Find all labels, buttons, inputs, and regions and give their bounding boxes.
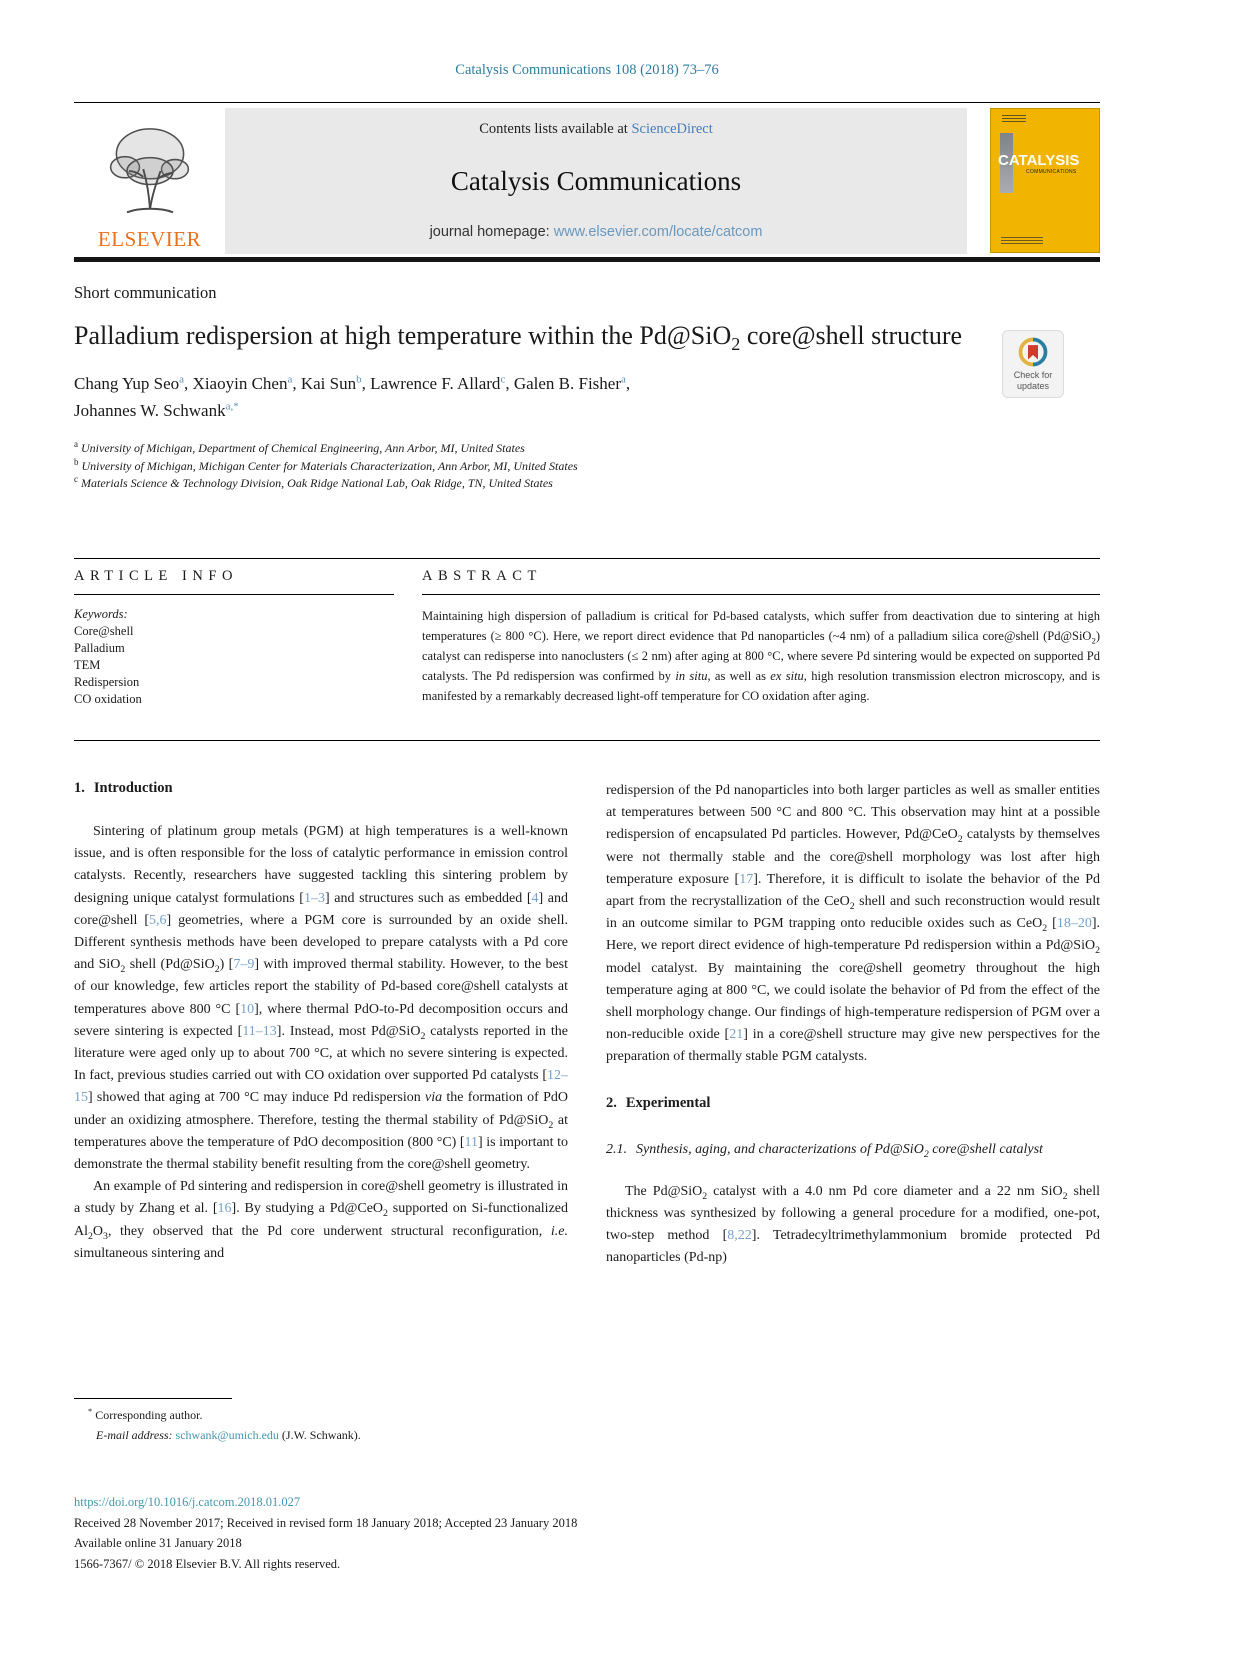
check-updates-icon: [1018, 337, 1048, 367]
keyword: CO oxidation: [74, 692, 142, 706]
citation-link[interactable]: 11–13: [242, 1023, 277, 1039]
citation-link[interactable]: 21: [729, 1027, 744, 1043]
intro-paragraph-1: Sintering of platinum group metals (PGM) at high temperatures is a well-known issue, and is often responsible for the loss of catalytic performance in emission control catalysts. Recently, researchers have suggested tackling this sintering problem by designing unique catalyst formulations [1–3] and structures such as embedded [4] and core@shell [5,6] geometries, where a PGM core is surrounded by an oxide shell. Different synthesis methods have been developed to prepare catalysts with a Pd core and SiO$_2$ shell (Pd@SiO$_2$) [7–9] with improved thermal stability. However, to the best of our knowledge, few articles report the stability of Pd-based core@shell catalysts at temperatures above 800 °C [10], where thermal PdO-to-Pd decomposition occurs and severe sintering is expected [11–13]. Instead, most Pd@SiO$_2$ catalysts reported in the literature were aged only up to about 700 °C, at which no severe sintering is expected. In fact, previous studies carried out with CO oxidation over supported Pd catalysts [12–15] showed that aging at 700 °C may induce Pd redispersion via the formation of PdO under an oxidizing atmosphere. Therefore, testing the thermal stability of Pd@SiO$_2$ at temperatures above the temperature of PdO decomposition (800 °C) [11] is important to demonstrate the thermal stability benefit resulting from the core@shell geometry.: [74, 824, 569, 1173]
section-heading-experimental: 2. Experimental: [606, 1094, 711, 1111]
author-affiliation-sup: c: [500, 373, 506, 386]
author: Johannes W. Schwank$^{a,*}$: [74, 400, 239, 420]
intro-paragraph-continuation: redispersion of the Pd nanoparticles into both larger particles as well as smaller entities at temperatures between 500 °C and 800 °C. This observation may hint at a possible redispersion of encapsulated Pd particles. However, Pd@CeO$_2$ catalysts by themselves were not thermally stable and the core@shell morphology was lost after high temperature exposure [17]. Therefore, it is difficult to isolate the behavior of the Pd apart from the recrystallization of the CeO$_2$ shell and such reconstruction would result in an outcome similar to PGM trapping onto reducible oxides such as CeO$_2$ [18–20]. Here, we report direct evidence of high-temperature Pd redispersion within a Pd@SiO$_2$ model catalyst. By maintaining the core@shell geometry throughout the high temperature aging at 800 °C, we could isolate the behavior of Pd from the effect of the shell morphology change. Our findings of high-temperature redispersion of PGM over a non-reducible oxide [21] in a core@shell structure may give new perspectives for the preparation of thermally stable PGM catalysts.: [606, 783, 1101, 1065]
citation-link[interactable]: 4: [531, 890, 539, 906]
footnote-block: [74, 1398, 568, 1445]
affiliation: $^a$ University of Michigan, Department of Chemical Engineering, Ann Arbor, MI, United States: [74, 439, 525, 455]
footer-block: [74, 1492, 1100, 1574]
footnote-rule: [74, 1398, 232, 1399]
email-suffix: (J.W. Schwank).: [278, 1428, 361, 1442]
journal-cover: [990, 108, 1100, 253]
contents-line: [479, 121, 713, 138]
citation-link[interactable]: 5,6: [149, 912, 167, 928]
article-info-column: [74, 568, 394, 740]
email-link[interactable]: schwank@umich.edu: [175, 1428, 279, 1442]
citation-link[interactable]: 7–9: [233, 957, 255, 973]
citation-link[interactable]: 11: [464, 1134, 479, 1150]
author: Xiaoyin Chen$^a$,: [192, 373, 301, 393]
elsevier-wordmark: ELSEVIER: [97, 227, 202, 251]
abstract-column: [422, 568, 1100, 740]
available-online: Available online 31 January 2018: [74, 1536, 242, 1550]
sciencedirect-link[interactable]: ScienceDirect: [631, 121, 713, 137]
abstract-heading: ABSTRACT: [422, 568, 1100, 595]
author-affiliation-sup: a: [621, 373, 626, 386]
article-head: [74, 283, 1100, 493]
contents-prefix: Contents lists available at: [479, 121, 632, 137]
check-for-updates-badge[interactable]: [1002, 330, 1064, 398]
left-column: [74, 780, 568, 1269]
doi-link[interactable]: https://doi.org/10.1016/j.catcom.2018.01.027: [74, 1495, 301, 1509]
author-affiliation-sup: a: [179, 373, 185, 386]
journal-header: [74, 102, 1100, 255]
check-updates-label-2: updates: [1016, 380, 1050, 391]
citation-link[interactable]: 10: [240, 1001, 255, 1017]
corresponding-author-note: * Corresponding author.: [88, 1407, 203, 1422]
affiliation: $^c$ Materials Science & Technology Division, Oak Ridge National Lab, Oak Ridge, TN, United States: [74, 474, 553, 490]
citation-link[interactable]: 12–15: [74, 1068, 568, 1106]
affiliation-list: [74, 440, 1100, 493]
article-info-abstract-block: [74, 558, 1100, 741]
email-label: E-mail address:: [96, 1428, 173, 1442]
author: Lawrence F. Allard$^c$,: [370, 373, 514, 393]
journal-title: Catalysis Communications: [450, 165, 742, 196]
cover-title: CATALYSIS: [998, 152, 1080, 169]
keyword: Palladium: [74, 641, 125, 655]
homepage-link[interactable]: www.elsevier.com/locate/catcom: [553, 224, 763, 240]
article-body: [74, 780, 1100, 1269]
copyright-line: 1566-7367/ © 2018 Elsevier B.V. All rights reserved.: [74, 1556, 341, 1571]
intro-paragraph-2: An example of Pd sintering and redispersion in core@shell geometry is illustrated in a study by Zhang et al. [16]. By studying a Pd@CeO$_2$ supported on Si-functionalized $Al_2O_3$, they observed that the Pd core underwent structural reconfiguration, i.e. simultaneous sintering and: [74, 1179, 568, 1261]
citation-link[interactable]: 17: [739, 871, 754, 887]
right-column: [606, 780, 1100, 1269]
article-title: Palladium redispersion at high temperature within the Pd@SiO$_2$ core@shell structure: [74, 321, 963, 355]
author-affiliation-sup: a,*: [225, 400, 239, 413]
cover-top-text-bars: [1002, 115, 1026, 124]
article-info-heading: ARTICLE INFO: [74, 568, 394, 595]
homepage-prefix: journal homepage:: [429, 224, 554, 240]
keyword: TEM: [74, 658, 101, 672]
thick-divider: [74, 257, 1100, 262]
author-list: [74, 370, 994, 424]
keyword: Redispersion: [74, 675, 140, 689]
elsevier-tree-icon: [102, 121, 198, 225]
citation-link[interactable]: 18–20: [1056, 916, 1092, 932]
email-line: [74, 1425, 568, 1445]
section-heading-introduction: 1. Introduction: [74, 780, 173, 796]
affiliation: $^b$ University of Michigan, Michigan Center for Materials Characterization, Ann Arbor, MI, United States: [74, 456, 578, 473]
citation-link[interactable]: 1–3: [303, 890, 325, 906]
subsection-heading-synthesis: 2.1. Synthesis, aging, and characterizations of Pd@SiO$_2$ core@shell catalyst: [606, 1141, 1043, 1160]
keyword: Core@shell: [74, 624, 134, 638]
author-affiliation-sup: b: [356, 373, 362, 386]
author: Kai Sun$^b$,: [300, 373, 371, 393]
elsevier-logo: [74, 108, 225, 254]
experimental-paragraph-1: The Pd@SiO$_2$ catalyst with a 4.0 nm Pd core diameter and a 22 nm SiO$_2$ shell thickness was synthesized by following a general procedure for a modified, one-pot, two-step method [8,22]. Tetradecyltrimethylammonium bromide protected Pd nanoparticles (Pd-np): [606, 1183, 1100, 1266]
article-type-label: Short communication: [74, 283, 217, 302]
author: Galen B. Fisher$^a$,: [513, 373, 631, 393]
received-dates: Received 28 November 2017; Received in revised form 18 January 2018; Accepted 23 January 2018: [74, 1515, 578, 1530]
citation-link[interactable]: 8,22: [727, 1228, 752, 1244]
page-citation: Catalysis Communications 108 (2018) 73–76: [455, 62, 719, 78]
cover-bottom-text-bars: [1001, 237, 1043, 244]
keywords-label: Keywords:: [74, 607, 128, 621]
citation-link[interactable]: 16: [217, 1201, 232, 1217]
journal-homepage-line: [430, 224, 763, 240]
author-affiliation-sup: a: [287, 373, 293, 386]
abstract-text: Maintaining high dispersion of palladium is critical for Pd-based catalysts, which suffer from deactivation due to sintering at high temperatures (≥ 800 °C). Here, we report direct evidence that Pd nanoparticles (~4 nm) of a palladium silica core@shell (Pd@SiO$_2$) catalyst can redisperse into nanoclusters (≤ 2 nm) after aging at 800 °C, where severe Pd sintering would be expected on supported Pd catalysts. The Pd redispersion was confirmed by in situ, as well as ex situ, high resolution transmission electron microscopy, and is manifested by a remarkably decreased light-off temperature for CO oxidation after aging.: [422, 609, 1100, 703]
author: Chang Yup Seo$^a$,: [74, 373, 193, 393]
check-updates-label-1: Check for: [1013, 369, 1053, 380]
cover-subtitle: COMMUNICATIONS: [1026, 169, 1077, 175]
header-center-panel: [225, 108, 967, 254]
